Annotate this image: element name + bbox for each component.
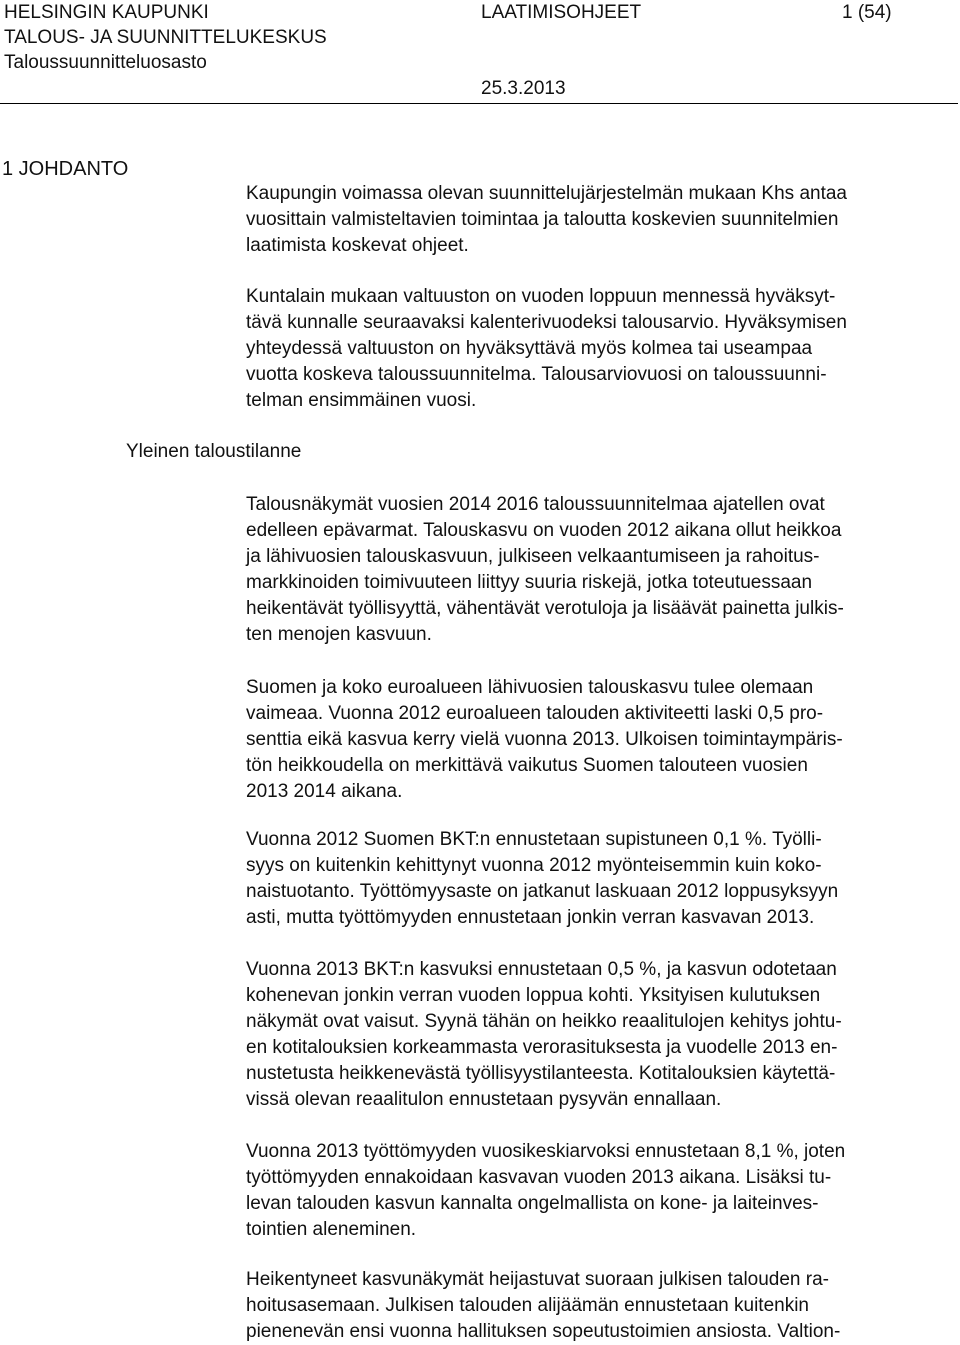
paragraph-line: edelleen epävarmat. Talouskasvu on vuoden 2012 aikana ollut heikkoa [246, 520, 842, 541]
paragraph-2 [246, 284, 958, 414]
paragraph-line: naistuotanto. Työttömyysaste on jatkanut laskuaan 2012 loppusyksyyn [246, 881, 839, 902]
paragraph-line: työttömyyden ennakoidaan kasvavan vuoden 2013 aikana. Lisäksi tu- [246, 1167, 832, 1188]
header-page-number: 1 (54) [842, 2, 892, 23]
header-department: TALOUS- JA SUUNNITTELUKESKUS [4, 27, 327, 48]
page-header [0, 0, 960, 104]
paragraph-3 [246, 492, 958, 648]
paragraph-line: syys on kuitenkin kehittynyt vuonna 2012 myönteisemmin kuin koko- [246, 855, 822, 876]
paragraph-line: Vuonna 2012 Suomen BKT:n ennustetaan supistuneen 0,1 %. Työlli- [246, 829, 822, 850]
paragraph-line: senttia eikä kasvua kerry vielä vuonna 2013. Ulkoisen toimintaympäris- [246, 729, 843, 750]
paragraph-line: ten menojen kasvuun. [246, 624, 432, 645]
paragraph-line: Heikentyneet kasvunäkymät heijastuvat suoraan julkisen talouden ra- [246, 1269, 829, 1290]
paragraph-line: vuotta koskeva taloussuunnitelma. Talousarviovuosi on taloussuunni- [246, 364, 827, 385]
paragraph-line: levan talouden kasvun kannalta ongelmallista on kone- ja laiteinves- [246, 1193, 819, 1214]
paragraph-6 [246, 957, 958, 1113]
paragraph-line: Talousnäkymät vuosien 2014 2016 taloussuunnitelmaa ajatellen ovat [246, 494, 825, 515]
paragraph-line: Kuntalain mukaan valtuuston on vuoden loppuun mennessä hyväksyt- [246, 286, 836, 307]
paragraph-line: nustetusta heikkenevästä työllisyystilanteesta. Kotitalouksien käytettä- [246, 1063, 836, 1084]
header-unit: Taloussuunnitteluosasto [4, 52, 207, 73]
paragraph-line: Kaupungin voimassa olevan suunnittelujärjestelmän mukaan Khs antaa [246, 183, 847, 204]
paragraph-4 [246, 675, 958, 805]
paragraph-line: 2013 2014 aikana. [246, 781, 403, 802]
paragraph-line: Vuonna 2013 työttömyyden vuosikeskiarvoksi ennustetaan 8,1 %, joten [246, 1141, 846, 1162]
paragraph-line: heikentävät työllisyyttä, vähentävät verotuloja ja lisäävät painetta julkis- [246, 598, 844, 619]
paragraph-line: tävä kunnalle seuraavaksi kalenterivuodeksi talousarvio. Hyväksymisen [246, 312, 847, 333]
paragraph-line: laatimista koskevat ohjeet. [246, 235, 469, 256]
paragraph-line: näkymät ovat vaisut. Syynä tähän on heikko reaalitulojen kehitys johtu- [246, 1011, 842, 1032]
paragraph-line: pienenevän ensi vuonna hallituksen sopeutustoimien ansiosta. Valtion- [246, 1321, 841, 1342]
header-date: 25.3.2013 [481, 78, 566, 99]
paragraph-line: asti, mutta työttömyyden ennustetaan jonkin verran kasvavan 2013. [246, 907, 815, 928]
paragraph-line: hoitusasemaan. Julkisen talouden alijäämän ennustetaan kuitenkin [246, 1295, 809, 1316]
paragraph-line: vuosittain valmisteltavien toimintaa ja taloutta koskevien suunnitelmien [246, 209, 839, 230]
header-document-title: LAATIMISOHJEET [481, 2, 642, 23]
paragraph-7 [246, 1139, 958, 1243]
paragraph-line: ja lähivuosien talouskasvuun, julkiseen velkaantumiseen ja rahoitus- [246, 546, 820, 567]
paragraph-8 [246, 1267, 958, 1345]
paragraph-line: markkinoiden toimivuuteen liittyy suuria riskejä, jotka toteutuessaan [246, 572, 813, 593]
paragraph-line: Vuonna 2013 BKT:n kasvuksi ennustetaan 0,5 %, ja kasvun odotetaan [246, 959, 837, 980]
section-heading: 1 JOHDANTO [2, 158, 129, 180]
header-divider [0, 103, 958, 104]
paragraph-line: vaimeaa. Vuonna 2012 euroalueen talouden aktiviteetti laski 0,5 pro- [246, 703, 824, 724]
header-organization: HELSINGIN KAUPUNKI [4, 2, 209, 23]
paragraph-line: kohenevan jonkin verran vuoden loppua kohti. Yksityisen kulutuksen [246, 985, 821, 1006]
paragraph-line: en kotitalouksien korkeammasta verorasituksesta ja vuodelle 2013 en- [246, 1037, 838, 1058]
side-heading: Yleinen taloustilanne [126, 441, 302, 462]
paragraph-line: telman ensimmäinen vuosi. [246, 390, 477, 411]
paragraph-line: vissä olevan reaalitulon ennustetaan pysyvän ennallaan. [246, 1089, 722, 1110]
paragraph-5 [246, 827, 958, 931]
paragraph-line: tön heikkoudella on merkittävä vaikutus Suomen talouteen vuosien [246, 755, 808, 776]
paragraph-line: tointien aleneminen. [246, 1219, 417, 1240]
paragraph-1 [246, 181, 958, 259]
paragraph-line: Suomen ja koko euroalueen lähivuosien talouskasvu tulee olemaan [246, 677, 814, 698]
paragraph-line: yhteydessä valtuuston on hyväksyttävä myös kolmea tai useampaa [246, 338, 813, 359]
